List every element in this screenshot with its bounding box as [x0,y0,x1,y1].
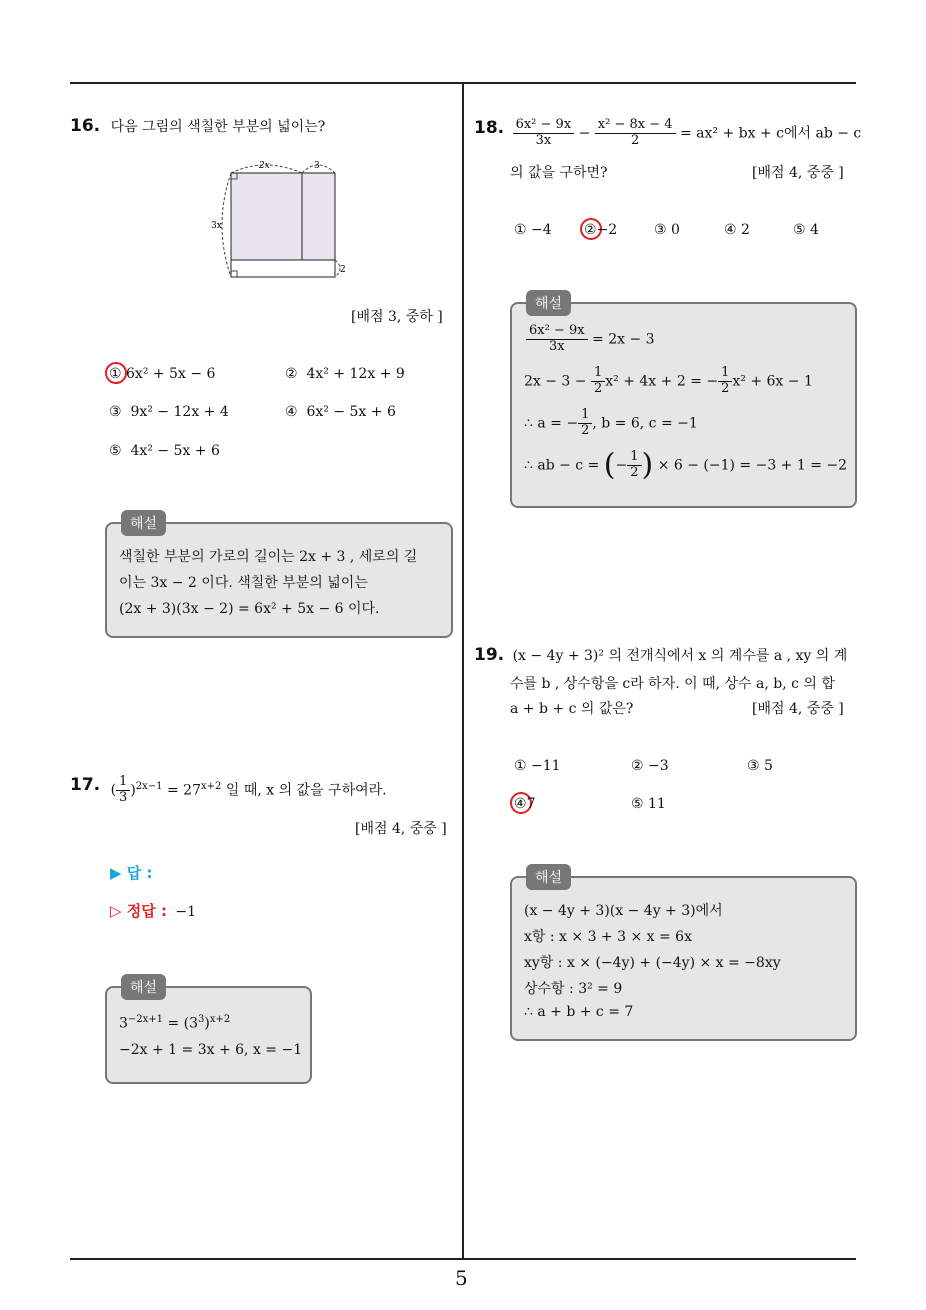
solution-tag: 해설 [121,510,166,536]
choice-3[interactable]: ③ 9x² − 12x + 4 [109,404,229,420]
solution-line: xy항 : x × (−4y) + (−4y) × x = −8xy [524,955,781,971]
solution-line: 2x − 3 − $\frac{1}{2}$ x² + 4x + 2 = − $\frac{1}{2}$ x² + 6x − 1 [524,365,813,396]
solution-line: $\frac{\text{6x² − 9x}}{3x}$ = 2x − 3 [526,324,655,355]
q18-meta: [배점 4, 중중 ] [752,165,844,181]
solution-tag: 해설 [526,290,571,316]
choice-2[interactable]: ② 4x² + 12x + 9 [285,366,405,382]
page-number: 5 [455,1266,468,1290]
choice-1[interactable]: ① −4 [514,222,552,238]
choice-4[interactable]: ④ 6x² − 5x + 6 [285,404,396,420]
column-divider [462,82,464,1260]
question-text: 다음 그림의 색칠한 부분의 넓이는? [110,119,326,135]
q17-meta: [배점 4, 중중 ] [355,821,447,837]
solution-line: (x − 4y + 3)(x − 4y + 3)에서 [524,903,723,919]
question-19 [474,645,847,665]
label-top-a: 2x [259,161,270,171]
solution-tag: 해설 [526,864,571,890]
solution-line: 색칠한 부분의 가로의 길이는 2x + 3 , 세로의 길 [119,549,418,565]
choice-5[interactable]: ⑤ 4x² − 5x + 6 [109,443,220,459]
choice-4[interactable]: ④ 2 [724,222,750,238]
question-17: 17. ( $\frac{1}{3}$ )$^{2x-1} = 27^{x+2}$ 일 때, x 의 값을 구하여라. [70,774,387,805]
solution-line: ∴ a = − $\frac{1}{2}$ , b = 6, c = −1 [524,407,698,438]
solution-tag: 해설 [121,974,166,1000]
solution-line: x항 : x × 3 + 3 × x = 6x [524,929,692,945]
area-figure [205,155,355,280]
bottom-rule [70,1258,856,1260]
answer-label: ▶ 답 : [110,864,153,882]
label-top-b: 3 [314,161,320,171]
q16-meta: [배점 3, 중하 ] [351,309,443,325]
question-number: 18. [474,118,505,138]
choice-5[interactable]: ⑤ 11 [631,796,666,812]
solution-line: 이는 3x − 2 이다. 색칠한 부분의 넓이는 [119,575,368,591]
solution-line: (2x + 3)(3x − 2) = 6x² + 5x − 6 이다. [119,601,380,617]
choice-4[interactable]: ④7 [514,796,536,812]
question-text-line2: 수를 b , 상수항을 c라 하자. 이 때, 상수 a, b, c 의 합 [510,676,835,692]
choice-1[interactable]: ① −11 [514,758,561,774]
choice-3[interactable]: ③ 5 [747,758,773,774]
choice-3[interactable]: ③ 0 [654,222,680,238]
solution-box [510,296,857,508]
question-text-line2: 의 값을 구하면? [510,165,608,181]
solution-box [105,516,453,638]
question-text: (x − 4y + 3)² 의 전개식에서 x 의 계수를 a , xy 의 계 [512,648,848,664]
solution-line: 상수항 : 3² = 9 [524,981,623,997]
question-number: 16. [70,116,101,136]
solution-line: ∴ a + b + c = 7 [524,1004,634,1020]
shaded-region [231,173,335,260]
question-text-line3: a + b + c 의 값은? [510,701,634,717]
solution-line: $3^{-2x+1} = (3^3)^{x+2}$ [119,1014,231,1032]
correct-answer: ▷ 정답 : −1 [110,902,197,920]
q19-meta: [배점 4, 중중 ] [752,701,844,717]
question-number: 19. [474,645,505,665]
label-side: 3x [211,221,222,231]
choice-2[interactable]: ②−2 [584,222,618,238]
question-16 [70,116,325,136]
solution-line: −2x + 1 = 3x + 6, x = −1 [119,1042,303,1058]
solution-box [105,980,312,1084]
choice-2[interactable]: ② −3 [631,758,669,774]
label-bottom: 2 [340,265,346,275]
choice-5[interactable]: ⑤ 4 [793,222,819,238]
choice-1[interactable]: ① 6x² + 5x − 6 [109,366,216,382]
question-number: 17. [70,775,101,795]
solution-box [510,870,857,1041]
solution-line: ∴ ab − c = (− $\frac{1}{2}$ ) × 6 − (−1) = −3 + 1 = −2 [524,447,848,483]
question-18: 18. $\frac{\text{6x² − 9x}}{3x}$ − $\frac{\text{x² − 8x − 4}}{2}$ = ax² + bx + c에서 ab − c [474,117,862,148]
